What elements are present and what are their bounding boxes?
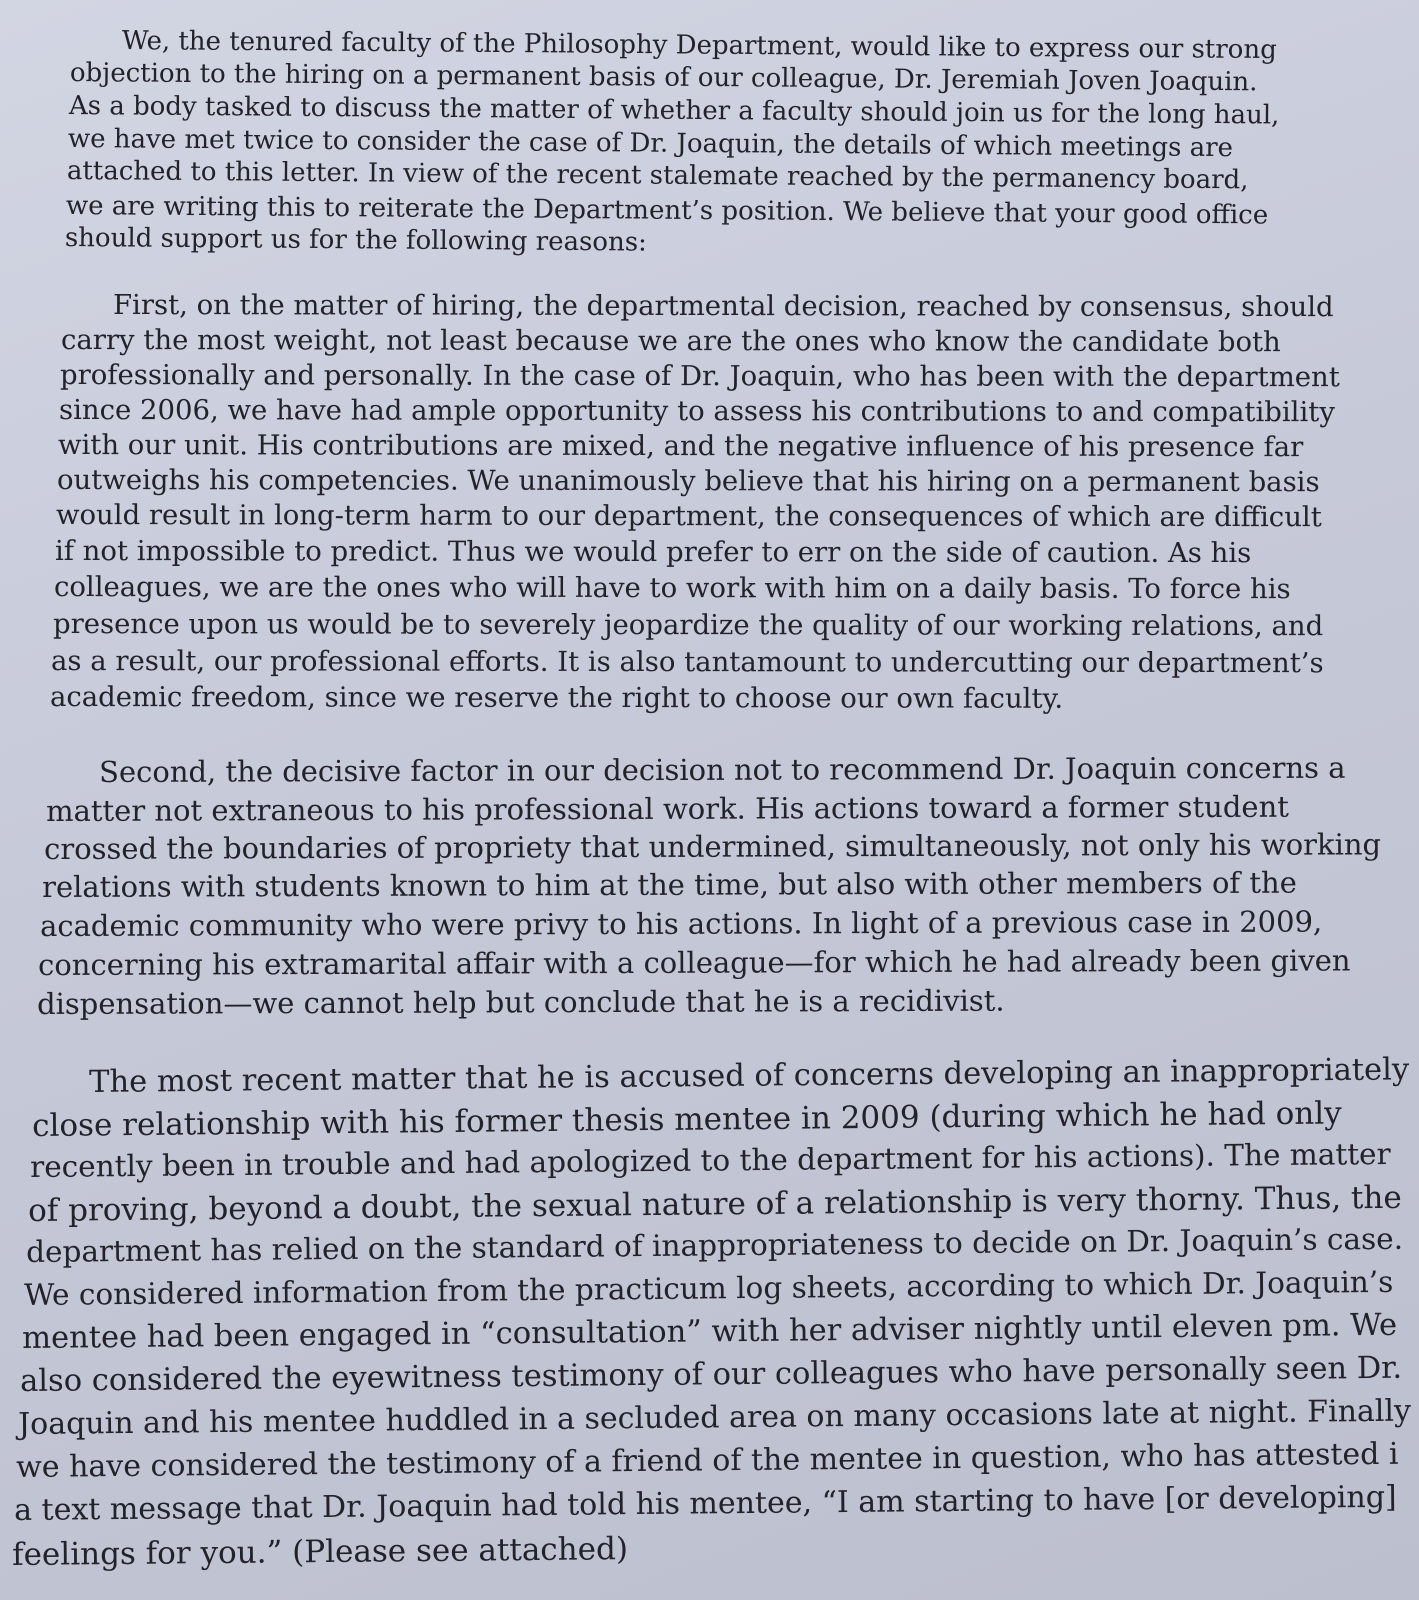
paragraph-1-line-6: we are writing this to reiterate the Department’s position. We believe that your good office: [65, 191, 1269, 231]
paragraph-3-line-3: crossed the boundaries of propriety that undermined, simultaneously, not only his working: [43, 827, 1382, 866]
paragraph-3-line-5: academic community who were privy to his actions. In light of a previous case in 2009,: [39, 904, 1323, 943]
paragraph-4-line-1: The most recent matter that he is accused of concerns developing an inappropriately: [88, 1052, 1410, 1100]
paragraph-4-line-10: we have considered the testimony of a friend of the mentee in question, who has attested i: [15, 1436, 1399, 1485]
paragraph-1-line-2: objection to the hiring on a permanent basis of our colleague, Dr. Jeremiah Joven Joaquin.: [69, 58, 1258, 98]
paragraph-4-line-12: feelings for you.” (Please see attached): [11, 1531, 629, 1573]
paragraph-4-line-7: mentee had been engaged in “consultation” with her adviser nightly until eleven pm. We: [21, 1307, 1398, 1356]
paragraph-4-line-3: recently been in trouble and had apologized to the department for his actions). The matter: [29, 1136, 1391, 1184]
paragraph-3-line-1: Second, the decisive factor in our decision not to recommend Dr. Joaquin concerns a: [98, 750, 1346, 789]
paragraph-2-line-4: since 2006, we have had ample opportunity to assess his contributions to and compatibility: [58, 394, 1335, 429]
paragraph-4-line-5: department has relied on the standard of inappropriateness to decide on Dr. Joaquin’s case.: [25, 1221, 1404, 1269]
paragraph-2-line-5: with our unit. His contributions are mixed, and the negative influence of his presence far: [57, 429, 1304, 464]
paragraph-4-line-2: close relationship with his former thesis mentee in 2009 (during which he had only: [31, 1095, 1342, 1144]
paragraph-1-line-3: As a body tasked to discuss the matter of whether a faculty should join us for the long haul,: [68, 91, 1280, 131]
paragraph-4-line-11: a text message that Dr. Joaquin had told his mentee, “I am starting to have [or developing]: [13, 1479, 1397, 1528]
paragraph-2-line-3: professionally and personally. In the case of Dr. Joaquin, who has been with the department: [59, 359, 1340, 394]
paragraph-3-line-2: matter not extraneous to his professional work. His actions toward a former student: [45, 789, 1289, 828]
paragraph-3-line-7: dispensation—we cannot help but conclude that he is a recidivist.: [36, 983, 1005, 1021]
paragraph-4-line-8: also considered the eyewitness testimony of our colleagues who have personally seen Dr.: [19, 1350, 1403, 1399]
paragraph-4-line-4: of proving, beyond a doubt, the sexual nature of a relationship is very thorny. Thus, the: [27, 1179, 1402, 1229]
paragraph-4-line-9: Joaquin and his mentee huddled in a secluded area on many occasions late at night. Finally: [17, 1393, 1412, 1442]
paragraph-2-line-7: would result in long-term harm to our department, the consequences of which are difficult: [55, 499, 1322, 534]
paragraph-2-line-11: as a result, our professional efforts. It is also tantamount to undercutting our department’s: [50, 645, 1324, 680]
paragraph-1-line-1: We, the tenured faculty of the Philosophy Department, would like to express our strong: [121, 26, 1277, 66]
paragraph-4-line-6: We considered information from the practicum log sheets, according to which Dr. Joaquin’s: [23, 1264, 1394, 1312]
paragraph-3-line-4: relations with students known to him at the time, but also with other members of the: [41, 865, 1297, 904]
paragraph-3-line-6: concerning his extramarital affair with a colleague—for which he had already been given: [37, 943, 1351, 982]
paragraph-2-line-2: carry the most weight, not least because we are the ones who know the candidate both: [60, 324, 1281, 359]
paragraph-1-line-5: attached to this letter. In view of the recent stalemate reached by the permanency board,: [66, 156, 1249, 196]
paragraph-1-line-4: we have met twice to consider the case of Dr. Joaquin, the details of which meetings are: [67, 124, 1234, 164]
paragraph-2-line-1: First, on the matter of hiring, the departmental decision, reached by consensus, should: [112, 289, 1334, 324]
paragraph-2-line-8: if not impossible to predict. Thus we would prefer to err on the side of caution. As his: [54, 535, 1252, 570]
paragraph-2-line-10: presence upon us would be to severely jeopardize the quality of our working relations, and: [52, 608, 1324, 643]
paragraph-2-line-6: outweighs his competencies. We unanimously believe that his hiring on a permanent basis: [56, 464, 1320, 499]
paragraph-2-line-9: colleagues, we are the ones who will have to work with him on a daily basis. To force his: [53, 571, 1291, 606]
paragraph-2-line-12: academic freedom, since we reserve the right to choose our own faculty.: [49, 681, 1064, 715]
paragraph-1-line-7: should support us for the following reasons:: [64, 223, 647, 258]
